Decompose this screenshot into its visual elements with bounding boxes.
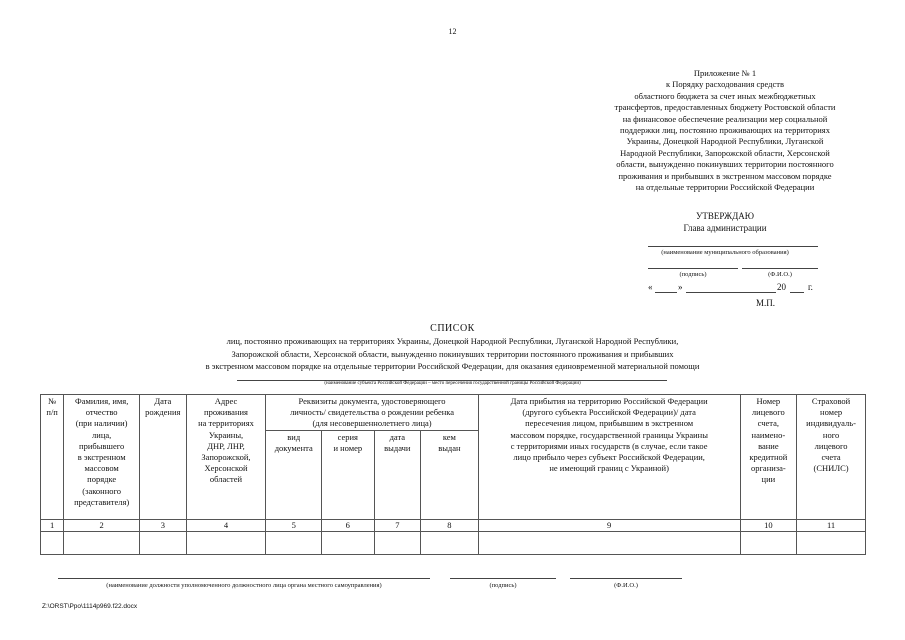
header-line: вание	[758, 440, 779, 451]
approval-name-line	[742, 268, 818, 269]
appendix-line: области, вынужденно покинувших территории постоянного	[616, 159, 834, 170]
header-line: представителя)	[74, 496, 130, 507]
column-number: 5	[266, 519, 322, 531]
header-line: дата	[389, 431, 406, 442]
date-year-line	[790, 292, 804, 293]
header-arrival-date	[478, 395, 740, 520]
header-line: лицо прибыло через субъект Российской Федерации,	[513, 452, 705, 463]
page-number: 12	[448, 27, 457, 36]
column-numbers-row	[41, 519, 866, 531]
header-line: Реквизиты документа, удостоверяющего	[298, 396, 446, 406]
list-description-line: в экстренном массовом порядке на отдельные территории Российской Федерации, для оказания единовременной материальной помощи	[205, 361, 700, 371]
table-cell[interactable]	[478, 531, 740, 554]
table-cell[interactable]	[740, 531, 797, 554]
signature-line	[450, 578, 556, 579]
approval-signature-line	[648, 268, 738, 269]
appendix-line: трансфертов, предоставленных бюджету Ростовской области	[614, 102, 836, 113]
header-line: областей	[209, 474, 243, 485]
header-document-group	[266, 395, 478, 431]
header-document-series	[322, 430, 375, 519]
position-caption: (наименование должности уполномоченного должностного лица органа местного самоуправления)	[106, 582, 382, 589]
table-cell[interactable]	[64, 531, 140, 554]
header-line: наимено-	[751, 429, 786, 440]
name-caption: (Ф.И.О.)	[614, 582, 638, 589]
header-line: личность/ свидетельства о рождении ребенка	[290, 407, 455, 418]
header-document-issuer	[421, 430, 479, 519]
header-line: Украины,	[208, 429, 244, 440]
header-line: отчество	[85, 407, 118, 418]
list-table	[40, 394, 866, 555]
header-line: лицевого	[751, 407, 785, 418]
table-cell[interactable]	[266, 531, 322, 554]
header-line: Номер	[756, 396, 781, 406]
header-line: (СНИЛС)	[813, 463, 849, 474]
signature-caption: (подпись)	[489, 582, 517, 589]
header-line: кредитной	[749, 452, 788, 463]
appendix-line: Украины, Донецкой Народной Республики, Луганской	[626, 136, 824, 147]
list-description	[60, 335, 845, 373]
column-number: 8	[421, 519, 479, 531]
header-line: с территориями иных государств (в случае, если такое	[510, 440, 708, 451]
header-line: Дата	[154, 396, 172, 406]
list-description-line: Запорожской области, Херсонской области, вынужденно покинувших территории постоянного проживания и прибывших	[231, 348, 674, 359]
name-line	[570, 578, 682, 579]
header-line: выдан	[438, 442, 461, 453]
header-line: рождения	[145, 407, 181, 418]
municipality-caption: (наименование муниципального образования)	[661, 249, 789, 256]
header-line: (при наличии)	[75, 418, 128, 429]
header-line: лицевого	[814, 440, 848, 451]
header-line: п/п	[46, 407, 58, 418]
list-title: СПИСОК	[430, 323, 475, 334]
approval-block	[560, 210, 890, 234]
header-line: счета	[821, 452, 841, 463]
header-line: организа-	[750, 463, 786, 474]
header-line: вид	[287, 431, 301, 442]
header-line: Страховой	[811, 396, 851, 406]
date-month-line	[686, 292, 776, 293]
header-line: Дата прибытия на территорию Российской Федерации	[510, 396, 708, 406]
header-address	[186, 395, 266, 520]
position-line	[58, 578, 430, 579]
table-row	[41, 531, 866, 554]
header-line: ции	[761, 474, 776, 485]
table-cell[interactable]	[797, 531, 866, 554]
table-cell[interactable]	[186, 531, 266, 554]
appendix-block	[560, 68, 890, 193]
header-full-name	[64, 395, 140, 520]
header-line: счета,	[757, 418, 780, 429]
header-line: Адрес	[214, 396, 238, 406]
municipality-line	[648, 246, 818, 247]
header-document-type	[266, 430, 322, 519]
header-line: (другого субъекта Российской Федерации)/ дата	[522, 407, 696, 418]
header-line: не имеющий границ с Украиной)	[549, 463, 669, 474]
column-number: 4	[186, 519, 266, 531]
appendix-line: поддержки лиц, постоянно проживающих на территориях	[620, 125, 830, 136]
approval-position: Глава администрации	[683, 223, 767, 233]
appendix-line: на финансовое обеспечение реализации мер социальной	[622, 113, 828, 124]
header-line: прибывшего	[79, 440, 125, 451]
table-cell[interactable]	[374, 531, 421, 554]
header-line: Фамилия, имя,	[74, 396, 129, 406]
header-line: выдачи	[384, 442, 411, 453]
list-description-line: лиц, постоянно проживающих на территориях Украины, Донецкой Народной Республики, Луганской Народной Республики,	[226, 336, 679, 346]
column-number: 6	[322, 519, 375, 531]
approval-title: УТВЕРЖДАЮ	[695, 211, 754, 221]
header-line: ДНР, ЛНР,	[207, 440, 245, 451]
header-line: (для несовершеннолетнего лица)	[312, 418, 432, 429]
header-account-number	[740, 395, 797, 520]
table-cell[interactable]	[421, 531, 479, 554]
header-line: лица,	[92, 429, 112, 440]
header-line: массовом	[84, 463, 119, 474]
header-birth-date	[140, 395, 187, 520]
header-line: на территориях	[198, 418, 254, 429]
column-number: 2	[64, 519, 140, 531]
header-line: документа	[274, 442, 313, 453]
header-line: индивидуаль-	[806, 418, 856, 429]
table-header-row	[41, 395, 866, 431]
header-line: Запорожской,	[201, 452, 251, 463]
appendix-line: к Порядку расходования средств	[665, 79, 785, 90]
column-number: 10	[740, 519, 797, 531]
date-open-quote: «	[648, 282, 653, 292]
header-line: Херсонской	[204, 463, 248, 474]
header-line: в экстренном	[77, 452, 126, 463]
column-number: 11	[797, 519, 866, 531]
date-year-suffix: г.	[808, 282, 813, 292]
appendix-line: проживания и прибывших в экстренном массовом порядке	[618, 170, 832, 181]
table-cell[interactable]	[41, 531, 64, 554]
table-cell[interactable]	[322, 531, 375, 554]
column-number: 1	[41, 519, 64, 531]
appendix-line: областного бюджета за счет иных межбюджетных	[634, 90, 816, 101]
stamp-mark: М.П.	[756, 298, 776, 308]
header-line: проживания	[204, 407, 248, 418]
appendix-line: Народной Республики, Запорожской области, Херсонской	[620, 147, 830, 158]
header-line: ного	[822, 429, 840, 440]
date-year-prefix: 20	[777, 282, 786, 292]
header-line: массовом порядке, государственной границы Украины	[510, 429, 708, 440]
header-line: кем	[442, 431, 456, 442]
header-number	[41, 395, 64, 520]
table-cell[interactable]	[140, 531, 187, 554]
approval-signature-caption: (подпись)	[679, 271, 707, 278]
date-day-line	[655, 292, 677, 293]
file-path: Z:\ORST\Ppo\1114p969.f22.docx	[42, 603, 138, 610]
header-line: №	[48, 396, 57, 406]
date-close-quote: »	[678, 282, 683, 292]
column-number: 3	[140, 519, 187, 531]
header-line: номер	[820, 407, 843, 418]
column-number: 7	[374, 519, 421, 531]
header-line: пересечения лицом, прибывшим в экстренном	[525, 418, 694, 429]
header-line: (законного	[82, 485, 122, 496]
appendix-line: Приложение № 1	[693, 68, 757, 78]
header-line: порядке	[87, 474, 117, 485]
approval-name-caption: (Ф.И.О.)	[768, 271, 792, 278]
header-snils	[797, 395, 866, 520]
appendix-line: на отдельные территории Российской Федерации	[635, 182, 815, 193]
header-line: серия	[337, 431, 358, 442]
column-number: 9	[478, 519, 740, 531]
subject-caption: (наименование субъекта Российской Федерации – место пересечения государственной границы Российской Федерации)	[324, 381, 581, 386]
header-line: и номер	[333, 442, 363, 453]
header-document-date	[374, 430, 421, 519]
